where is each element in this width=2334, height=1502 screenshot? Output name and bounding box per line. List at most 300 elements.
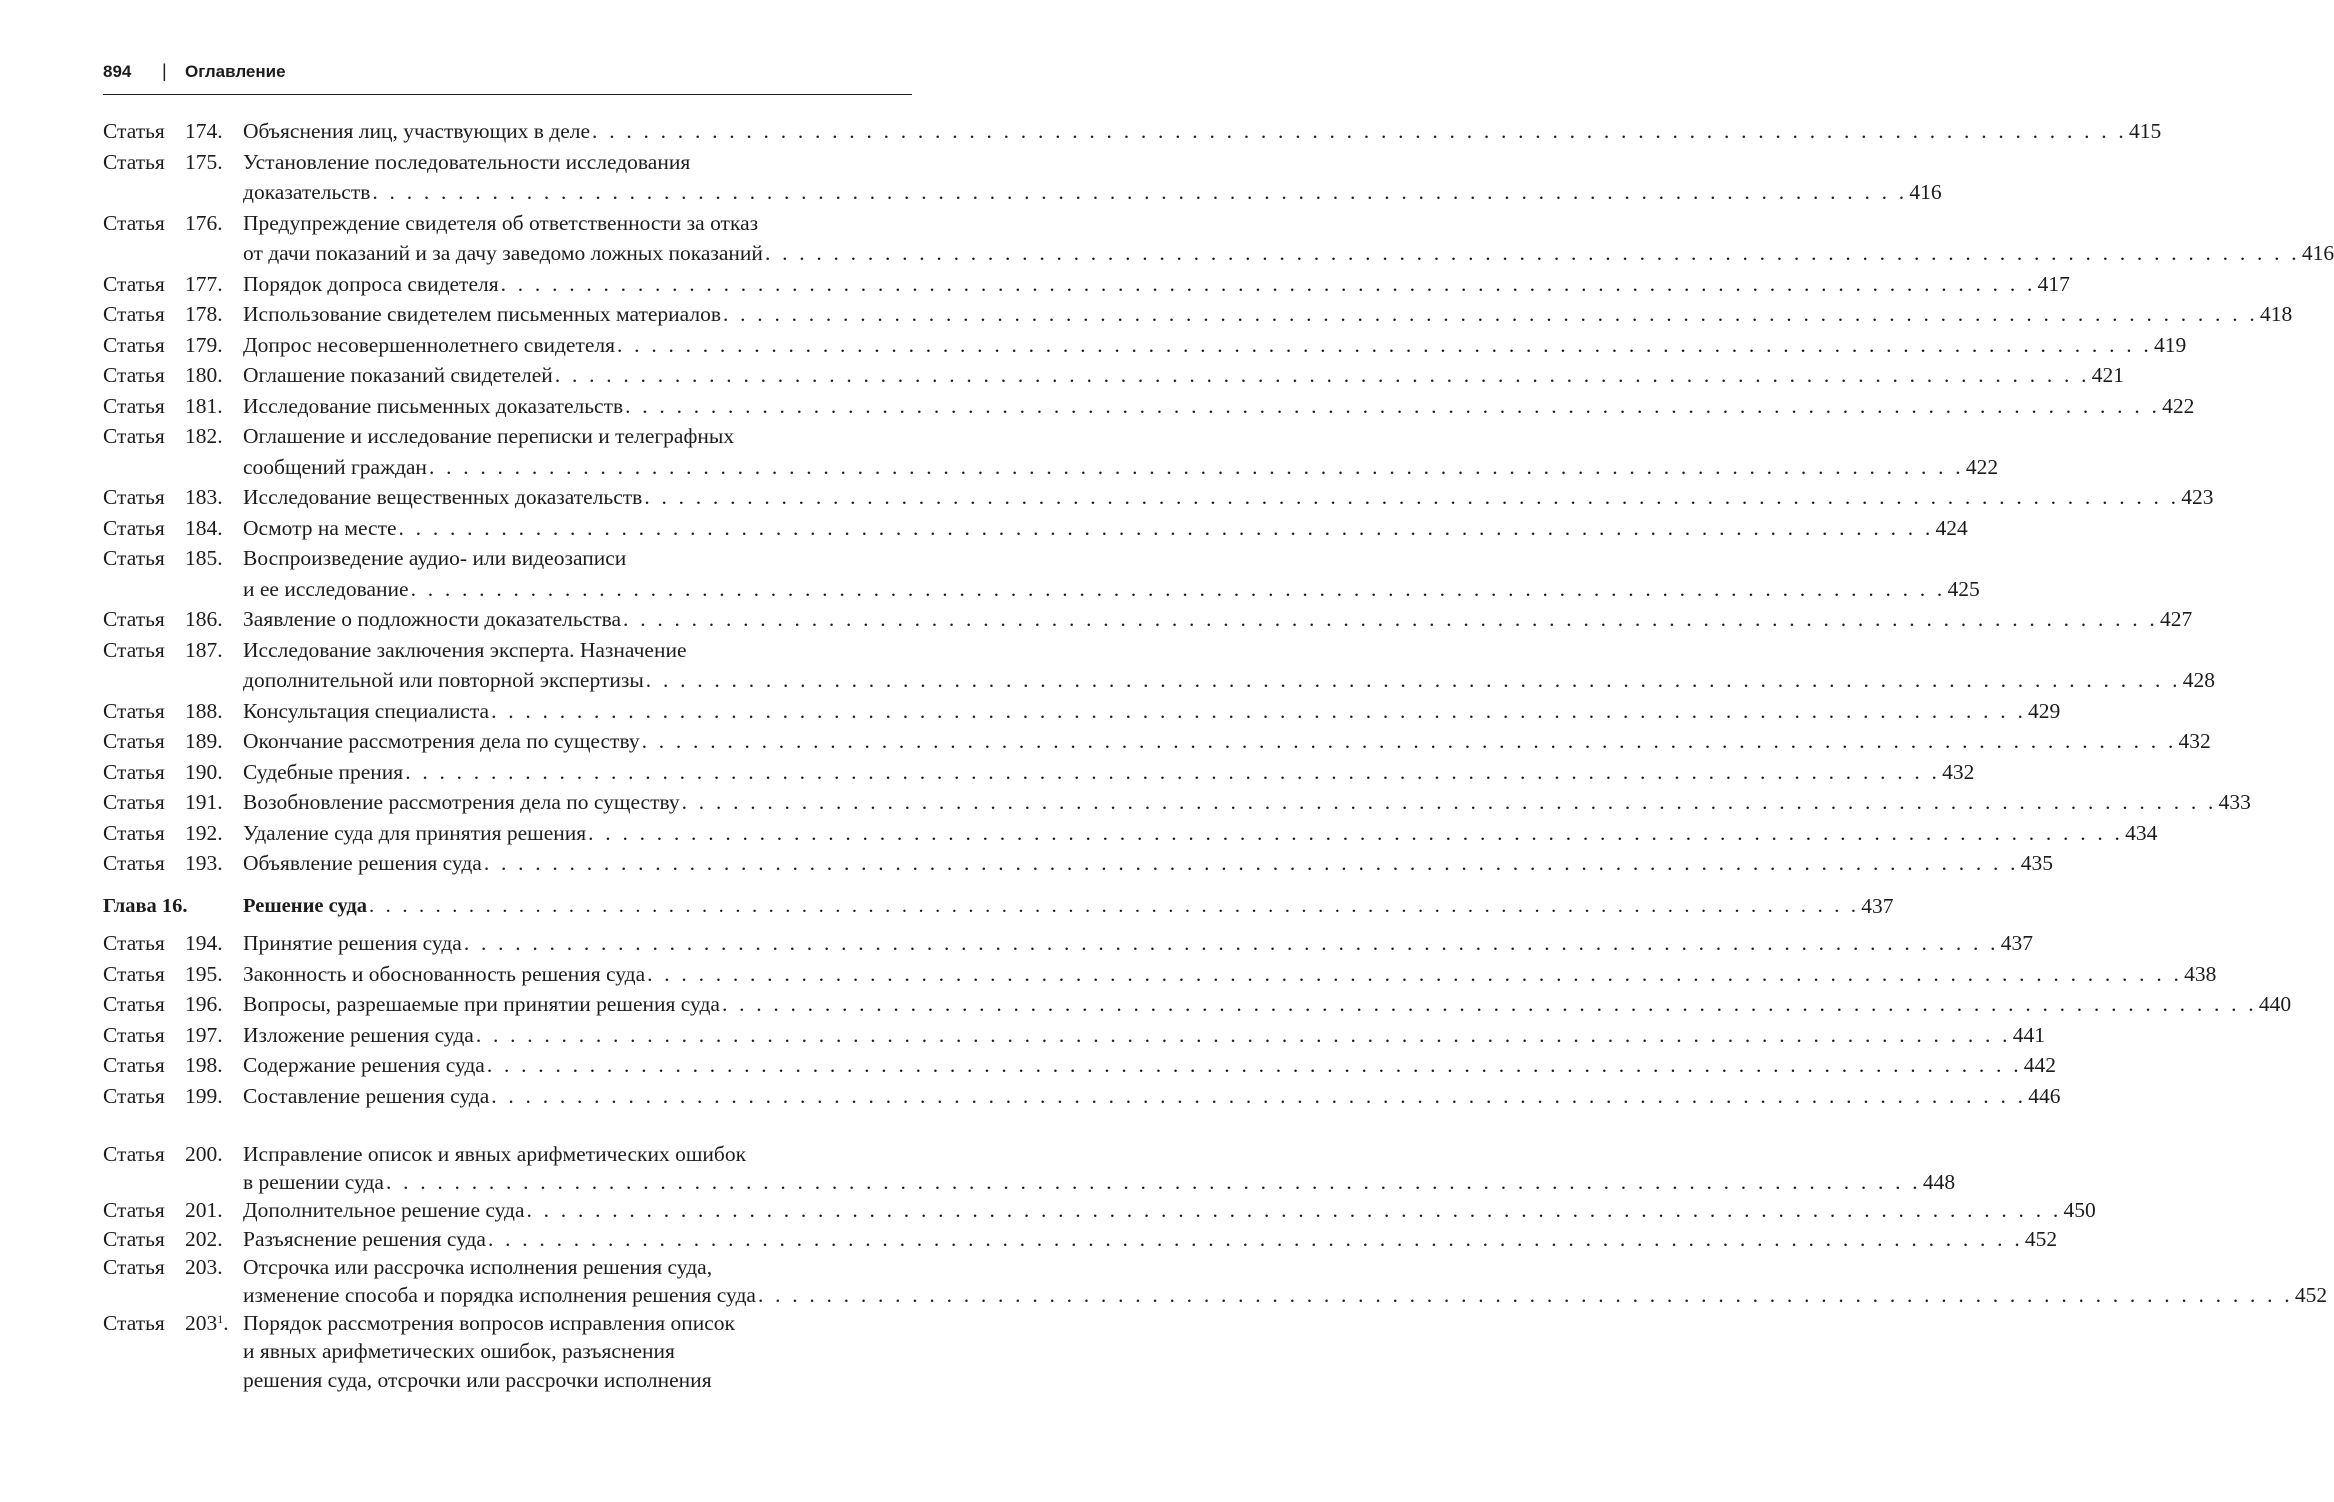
entry-number [185, 757, 223, 788]
toc-group-1 [103, 116, 2334, 879]
toc-line [103, 208, 912, 239]
toc-line [103, 574, 1980, 605]
entry-number-value: 197. [185, 1022, 223, 1047]
entry-title: Отсрочка или рассрочка исполнения решения суда, [243, 1254, 713, 1279]
entry-title-with-leader [243, 604, 2193, 635]
entry-kind: Статья [103, 759, 165, 784]
entry-number-value: 187. [185, 637, 223, 662]
dot-leader: . . . . . . . . . . . . . . . . . . . . . . . . . . . . . . . . . . . . . . . . . . . . . . . . . . . . . . . . . . . . . . . . . . . . . . . . . . . . . . . . . . . . . . . . . . [623, 607, 2158, 631]
toc-line [103, 177, 1942, 208]
entry-kind: Статья [103, 1083, 165, 1108]
entry-number [185, 391, 223, 422]
toc-line [103, 513, 1968, 544]
toc-entry [103, 208, 2334, 269]
entry-page-number: 450 [2063, 1198, 2096, 1223]
entry-number-value: 180. [185, 363, 223, 387]
entry-number-value: 184. [185, 515, 223, 540]
toc-line [103, 116, 2162, 147]
entry-page-number: 441 [2012, 1022, 2045, 1047]
entry-number [185, 1140, 223, 1168]
entry-page-number: 427 [2159, 607, 2193, 631]
entry-title: Порядок допроса свидетеля [243, 271, 499, 296]
entry-page-number: 433 [2218, 790, 2251, 814]
entry-kind: Статья [103, 210, 165, 235]
entry-kind: Статья [103, 424, 165, 448]
toc-line [103, 299, 2293, 330]
dot-leader: . . . . . . . . . . . . . . . . . . . . . . . . . . . . . . . . . . . . . . . . . . . . . . . . . . . . . . . . . . . . . . . . . . . . . . . . . . . . . . . . . . . . . . . . . . [491, 698, 2027, 723]
entry-number-value: 185. [185, 546, 223, 570]
dot-leader: . . . . . . . . . . . . . . . . . . . . . . . . . . . . . . . . . . . . . . . . . . . . . . . . . . . . . . . . . . . . . . . . . . . . . . . . . . . . . . . . . . . . . . . . . . [526, 1198, 2062, 1223]
entry-number-value: 194. [185, 931, 223, 955]
entry-kind: Статья [103, 302, 165, 326]
entry-title-with-leader [243, 116, 2162, 147]
entry-kind: Статья [103, 485, 165, 509]
entry-number [185, 513, 223, 544]
entry-page-number: 419 [2153, 332, 2187, 357]
entry-page-number: 437 [1861, 894, 1894, 918]
entry-number [185, 1225, 223, 1253]
entry-number [185, 116, 223, 147]
toc-line [103, 543, 912, 574]
toc-entry [103, 513, 1968, 544]
entry-title: Порядок рассмотрения вопросов исправления описок [243, 1311, 735, 1336]
entry-title-with-leader [243, 269, 2070, 300]
entry-number [185, 928, 223, 959]
toc-line [103, 959, 2217, 990]
dot-leader: . . . . . . . . . . . . . . . . . . . . . . . . . . . . . . . . . . . . . . . . . . . . . . . . . . . . . . . . . . . . . . . . . . . . . . . . . . . . . . . . . . . . . . . . . . [463, 931, 1999, 955]
entry-title-with-leader [243, 1050, 2057, 1081]
entry-title: Оглашение и исследование переписки и телеграфных [243, 424, 735, 448]
toc-entry [103, 1140, 1956, 1196]
entry-page-number: 448 [1922, 1170, 1956, 1195]
toc-line [103, 818, 2158, 849]
entry-title-with-leader [243, 989, 2292, 1020]
entry-number [185, 208, 223, 239]
toc-entry [103, 818, 2158, 849]
dot-leader: . . . . . . . . . . . . . . . . . . . . . . . . . . . . . . . . . . . . . . . . . . . . . . . . . . . . . . . . . . . . . . . . . . . . . . . . . . . . . . . . . . . . . . . . . . [475, 1022, 2011, 1047]
toc-entry [103, 1081, 2061, 1112]
entry-page-number: 432 [2178, 729, 2211, 753]
entry-number [185, 360, 223, 391]
dot-leader: . . . . . . . . . . . . . . . . . . . . . . . . . . . . . . . . . . . . . . . . . . . . . . . . . . . . . . . . . . . . . . . . . . . . . . . . . . . . . . . . . . . . . . . . . . [554, 363, 2090, 387]
entry-number-value: 193. [185, 851, 223, 875]
entry-title: дополнительной или повторной экспертизы [243, 668, 644, 692]
entry-number-value: 192. [185, 820, 223, 845]
entry-title: Дополнительное решение суда [243, 1198, 525, 1223]
toc-line [103, 787, 2251, 818]
entry-number [185, 269, 223, 300]
dot-leader: . . . . . . . . . . . . . . . . . . . . . . . . . . . . . . . . . . . . . . . . . . . . . . . . . . . . . . . . . . . . . . . . . . . . . . . . . . . . . . . . . . . . . . . . . . [757, 1282, 2293, 1307]
entry-number [185, 989, 223, 1020]
toc-line [103, 1081, 2061, 1112]
toc-line [103, 482, 2214, 513]
entry-number-value: 189. [185, 729, 223, 753]
entry-number [185, 299, 223, 330]
entry-number-value: 200. [185, 1142, 223, 1166]
dot-leader: . . . . . . . . . . . . . . . . . . . . . . . . . . . . . . . . . . . . . . . . . . . . . . . . . . . . . . . . . . . . . . . . . . . . . . . . . . . . . . . . . . . . . . . . . . [592, 119, 2127, 143]
entry-title-with-leader [243, 891, 1894, 922]
entry-number-value: 203 [185, 1311, 218, 1336]
dot-leader: . . . . . . . . . . . . . . . . . . . . . . . . . . . . . . . . . . . . . . . . . . . . . . . . . . . . . . . . . . . . . . . . . . . . . . . . . . . . . . . . . . . . . . . . . . [369, 895, 1860, 917]
entry-number [185, 1196, 223, 1224]
entry-title: Содержание решения суда [243, 1053, 485, 1077]
entry-number [185, 147, 223, 178]
entry-number-value: 201. [185, 1198, 223, 1223]
entry-title: Допрос несовершеннолетнего свидетеля [243, 332, 616, 357]
entry-kind: Статья [103, 820, 165, 845]
toc-entry [103, 269, 2070, 300]
entry-kind: Статья [103, 607, 165, 631]
entry-title: Исследование вещественных доказательств [243, 485, 643, 509]
entry-title-with-leader [243, 818, 2158, 849]
toc-line [103, 757, 1975, 788]
entry-title-with-leader [243, 177, 1942, 208]
entry-title-with-leader [243, 1168, 1956, 1196]
dot-leader: . . . . . . . . . . . . . . . . . . . . . . . . . . . . . . . . . . . . . . . . . . . . . . . . . . . . . . . . . . . . . . . . . . . . . . . . . . . . . . . . . . . . . . . . . . [644, 485, 2180, 509]
toc-entry [103, 726, 2211, 757]
entry-kind: Глава 16. [103, 895, 188, 917]
entry-kind: Статья [103, 1254, 165, 1279]
entry-number [185, 635, 223, 666]
entry-page-number: 416 [1909, 180, 1942, 204]
entry-number-value: 177. [185, 271, 223, 296]
entry-title: Консультация специалиста [243, 698, 490, 723]
entry-kind: Статья [103, 1022, 165, 1047]
toc-group-2 [103, 928, 2292, 1111]
header-rule [103, 94, 912, 95]
entry-title-with-leader [243, 757, 1975, 788]
dot-leader: . . . . . . . . . . . . . . . . . . . . . . . . . . . . . . . . . . . . . . . . . . . . . . . . . . . . . . . . . . . . . . . . . . . . . . . . . . . . . . . . . . . . . . . . . . [428, 454, 1964, 479]
entry-title-with-leader [243, 696, 2061, 727]
toc-entry [103, 421, 1999, 482]
entry-number-suffix: . [223, 1311, 229, 1336]
entry-number-value: 191. [185, 790, 223, 814]
entry-title: Изложение решения суда [243, 1022, 474, 1047]
dot-leader: . . . . . . . . . . . . . . . . . . . . . . . . . . . . . . . . . . . . . . . . . . . . . . . . . . . . . . . . . . . . . . . . . . . . . . . . . . . . . . . . . . . . . . . . . . [625, 393, 2161, 418]
entry-number [185, 959, 223, 990]
toc-line [103, 238, 2334, 269]
dot-leader: . . . . . . . . . . . . . . . . . . . . . . . . . . . . . . . . . . . . . . . . . . . . . . . . . . . . . . . . . . . . . . . . . . . . . . . . . . . . . . . . . . . . . . . . . . [681, 790, 2217, 814]
entry-title-with-leader [243, 959, 2217, 990]
entry-title-with-leader [243, 1020, 2045, 1051]
toc-line [103, 989, 2292, 1020]
toc-line [103, 604, 2193, 635]
dot-leader: . . . . . . . . . . . . . . . . . . . . . . . . . . . . . . . . . . . . . . . . . . . . . . . . . . . . . . . . . . . . . . . . . . . . . . . . . . . . . . . . . . . . . . . . . . [372, 180, 1908, 204]
entry-title: в решении суда [243, 1170, 384, 1195]
dot-leader: . . . . . . . . . . . . . . . . . . . . . . . . . . . . . . . . . . . . . . . . . . . . . . . . . . . . . . . . . . . . . . . . . . . . . . . . . . . . . . . . . . . . . . . . . . [641, 729, 2177, 753]
dot-leader: . . . . . . . . . . . . . . . . . . . . . . . . . . . . . . . . . . . . . . . . . . . . . . . . . . . . . . . . . . . . . . . . . . . . . . . . . . . . . . . . . . . . . . . . . . [398, 515, 1934, 540]
entry-number-value: 198. [185, 1053, 223, 1077]
entry-title-with-leader [243, 299, 2293, 330]
toc-line [103, 696, 2061, 727]
toc-entry [103, 696, 2061, 727]
entry-title: Принятие решения суда [243, 931, 462, 955]
dot-leader: . . . . . . . . . . . . . . . . . . . . . . . . . . . . . . . . . . . . . . . . . . . . . . . . . . . . . . . . . . . . . . . . . . . . . . . . . . . . . . . . . . . . . . . . . . [617, 332, 2152, 357]
entry-title: доказательств [243, 180, 371, 204]
entry-title: Установление последовательности исследования [243, 149, 691, 174]
entry-number [185, 787, 223, 818]
entry-kind: Статья [103, 961, 165, 986]
dot-leader: . . . . . . . . . . . . . . . . . . . . . . . . . . . . . . . . . . . . . . . . . . . . . . . . . . . . . . . . . . . . . . . . . . . . . . . . . . . . . . . . . . . . . . . . . . [764, 241, 2300, 265]
toc-group-3 [103, 1140, 2328, 1394]
entry-number [185, 818, 223, 849]
entry-number-value: 190. [185, 759, 223, 784]
toc-line [103, 147, 912, 178]
toc-line [103, 665, 2215, 696]
entry-number-value: 183. [185, 485, 223, 509]
entry-page-number: 435 [2020, 851, 2053, 875]
toc-line [103, 1281, 2328, 1309]
dot-leader: . . . . . . . . . . . . . . . . . . . . . . . . . . . . . . . . . . . . . . . . . . . . . . . . . . . . . . . . . . . . . . . . . . . . . . . . . . . . . . . . . . . . . . . . . . [487, 1226, 2023, 1251]
toc-line [103, 1253, 912, 1281]
entry-title-with-leader [243, 1196, 2096, 1224]
entry-kind: Статья [103, 1053, 165, 1077]
entry-number [185, 726, 223, 757]
header-title: Оглавление [185, 62, 286, 81]
dot-leader: . . . . . . . . . . . . . . . . . . . . . . . . . . . . . . . . . . . . . . . . . . . . . . . . . . . . . . . . . . . . . . . . . . . . . . . . . . . . . . . . . . . . . . . . . . [645, 668, 2181, 692]
entry-title: Окончание рассмотрения дела по существу [243, 729, 640, 753]
toc-line [103, 1168, 1956, 1196]
toc-line [103, 848, 2053, 879]
toc-line [103, 1020, 2045, 1051]
toc-line [103, 726, 2211, 757]
entry-number-value: 202. [185, 1226, 223, 1251]
entry-number-value: 196. [185, 992, 223, 1016]
entry-number-value: 175. [185, 149, 223, 174]
entry-number-value: 181. [185, 393, 223, 418]
toc-entry [103, 1020, 2045, 1051]
dot-leader: . . . . . . . . . . . . . . . . . . . . . . . . . . . . . . . . . . . . . . . . . . . . . . . . . . . . . . . . . . . . . . . . . . . . . . . . . . . . . . . . . . . . . . . . . . [721, 992, 2257, 1016]
entry-kind: Статья [103, 119, 165, 143]
toc-entry [103, 360, 2124, 391]
toc-entry [103, 391, 2195, 422]
entry-kind: Статья [103, 992, 165, 1016]
entry-title-with-leader [243, 1081, 2061, 1112]
entry-kind: Статья [103, 1142, 165, 1166]
entry-title: Удаление суда для принятия решения [243, 820, 587, 845]
toc-line [103, 891, 1894, 922]
toc-line [103, 928, 2033, 959]
toc-entry [103, 482, 2214, 513]
toc-line [103, 1309, 912, 1337]
toc-line [103, 1366, 912, 1394]
entry-page-number: 423 [2181, 485, 2214, 509]
entry-number-value: 188. [185, 698, 223, 723]
dot-leader: . . . . . . . . . . . . . . . . . . . . . . . . . . . . . . . . . . . . . . . . . . . . . . . . . . . . . . . . . . . . . . . . . . . . . . . . . . . . . . . . . . . . . . . . . . [385, 1170, 1921, 1195]
entry-title-with-leader [243, 482, 2214, 513]
toc-entry [103, 330, 2187, 361]
toc-line [103, 360, 2124, 391]
entry-title: Воспроизведение аудио- или видеозаписи [243, 546, 627, 570]
toc-line [103, 421, 912, 452]
entry-title: Исследование письменных доказательств [243, 393, 624, 418]
entry-number-value: 195. [185, 961, 223, 986]
entry-number [185, 1020, 223, 1051]
entry-number [185, 421, 223, 452]
entry-title-with-leader [243, 1225, 2058, 1253]
entry-kind: Статья [103, 851, 165, 875]
entry-number [185, 1050, 223, 1081]
entry-number-value: 179. [185, 332, 223, 357]
entry-title: Осмотр на месте [243, 515, 397, 540]
toc-entry [103, 299, 2293, 330]
toc-entry [103, 1050, 2057, 1081]
entry-number [185, 1253, 223, 1281]
entry-number [185, 543, 223, 574]
entry-title: Заявление о подложности доказательства [243, 607, 622, 631]
entry-title: изменение способа и порядка исполнения решения суда [243, 1282, 756, 1307]
entry-page-number: 416 [2301, 241, 2334, 265]
toc-entry [103, 757, 1975, 788]
toc-entry [103, 959, 2217, 990]
entry-page-number: 442 [2023, 1053, 2057, 1077]
entry-title: Оглашение показаний свидетелей [243, 363, 553, 387]
entry-title: Разъяснение решения суда [243, 1226, 486, 1251]
entry-title-with-leader [243, 665, 2215, 696]
entry-title: и явных арифметических ошибок, разъяснения [243, 1339, 675, 1364]
toc-entry [103, 604, 2193, 635]
entry-number [185, 1309, 229, 1337]
entry-title: Использование свидетелем письменных материалов [243, 302, 721, 326]
entry-title-with-leader [243, 238, 2334, 269]
entry-title-with-leader [243, 928, 2033, 959]
toc-line [103, 635, 912, 666]
entry-title: Составление решения суда [243, 1083, 490, 1108]
dot-leader: . . . . . . . . . . . . . . . . . . . . . . . . . . . . . . . . . . . . . . . . . . . . . . . . . . . . . . . . . . . . . . . . . . . . . . . . . . . . . . . . . . . . . . . . . . [483, 851, 2019, 875]
toc-line [103, 1337, 912, 1365]
entry-number [185, 604, 223, 635]
header-separator: | [162, 61, 167, 81]
dot-leader: . . . . . . . . . . . . . . . . . . . . . . . . . . . . . . . . . . . . . . . . . . . . . . . . . . . . . . . . . . . . . . . . . . . . . . . . . . . . . . . . . . . . . . . . . . [647, 961, 2183, 986]
entry-title-with-leader [243, 513, 1968, 544]
entry-number-value: 203. [185, 1254, 223, 1279]
entry-title: и ее исследование [243, 576, 409, 601]
entry-page-number: 424 [1935, 515, 1968, 540]
entry-kind: Статья [103, 790, 165, 814]
entry-kind: Статья [103, 698, 165, 723]
toc-entry [103, 787, 2251, 818]
entry-page-number: 452 [2024, 1226, 2058, 1251]
entry-kind: Статья [103, 149, 165, 174]
toc-entry [103, 1196, 2096, 1224]
entry-title: Вопросы, разрешаемые при принятии решения суда [243, 992, 720, 1016]
entry-title: Предупреждение свидетеля об ответственности за отказ [243, 210, 759, 235]
toc-entry [103, 543, 1980, 604]
entry-page-number: 421 [2091, 363, 2124, 387]
entry-page-number: 428 [2182, 668, 2215, 692]
entry-page-number: 425 [1947, 576, 1980, 601]
entry-number [185, 848, 223, 879]
entry-kind: Статья [103, 1198, 165, 1223]
dot-leader: . . . . . . . . . . . . . . . . . . . . . . . . . . . . . . . . . . . . . . . . . . . . . . . . . . . . . . . . . . . . . . . . . . . . . . . . . . . . . . . . . . . . . . . . . . [500, 271, 2036, 296]
entry-title: Исследование заключения эксперта. Назначение [243, 637, 687, 662]
toc-line [103, 269, 2070, 300]
entry-page-number: 440 [2258, 992, 2292, 1016]
toc-entry [103, 1309, 912, 1394]
entry-number-value: 186. [185, 607, 223, 631]
entry-number [185, 696, 223, 727]
entry-kind: Статья [103, 393, 165, 418]
entry-page-number: 422 [1965, 454, 1999, 479]
entry-number [185, 1081, 223, 1112]
entry-title-with-leader [243, 1281, 2328, 1309]
entry-kind: Статья [103, 729, 165, 753]
entry-kind: Статья [103, 332, 165, 357]
entry-title: от дачи показаний и за дачу заведомо ложных показаний [243, 241, 763, 265]
toc-entry [103, 116, 2162, 147]
entry-page-number: 434 [2125, 820, 2158, 845]
dot-leader: . . . . . . . . . . . . . . . . . . . . . . . . . . . . . . . . . . . . . . . . . . . . . . . . . . . . . . . . . . . . . . . . . . . . . . . . . . . . . . . . . . . . . . . . . . [410, 576, 1946, 601]
entry-title: Объяснения лиц, участвующих в деле [243, 119, 591, 143]
entry-kind: Статья [103, 515, 165, 540]
toc-group-chapter [103, 891, 1894, 922]
dot-leader: . . . . . . . . . . . . . . . . . . . . . . . . . . . . . . . . . . . . . . . . . . . . . . . . . . . . . . . . . . . . . . . . . . . . . . . . . . . . . . . . . . . . . . . . . . [491, 1083, 2027, 1108]
entry-page-number: 418 [2259, 302, 2293, 326]
entry-title: Законность и обоснованность решения суда [243, 961, 646, 986]
entry-number [185, 482, 223, 513]
entry-title-with-leader [243, 391, 2195, 422]
entry-title: Судебные прения [243, 759, 404, 784]
dot-leader: . . . . . . . . . . . . . . . . . . . . . . . . . . . . . . . . . . . . . . . . . . . . . . . . . . . . . . . . . . . . . . . . . . . . . . . . . . . . . . . . . . . . . . . . . . [405, 759, 1941, 784]
entry-page-number: 452 [2294, 1282, 2328, 1307]
entry-number-value: 174. [185, 119, 223, 143]
page-number: 894 [103, 62, 132, 81]
toc-entry [103, 635, 2215, 696]
entry-page-number: 437 [2000, 931, 2033, 955]
entry-title: Исправление описок и явных арифметических ошибок [243, 1142, 747, 1166]
entry-title: Объявление решения суда [243, 851, 482, 875]
toc-entry [103, 928, 2033, 959]
toc-entry [103, 1253, 2328, 1309]
entry-title-with-leader [243, 330, 2187, 361]
entry-title: сообщений граждан [243, 454, 427, 479]
dot-leader: . . . . . . . . . . . . . . . . . . . . . . . . . . . . . . . . . . . . . . . . . . . . . . . . . . . . . . . . . . . . . . . . . . . . . . . . . . . . . . . . . . . . . . . . . . [723, 302, 2258, 326]
toc-entry [103, 147, 1942, 208]
entry-title: решения суда, отсрочки или рассрочки исполнения [243, 1367, 712, 1392]
dot-leader: . . . . . . . . . . . . . . . . . . . . . . . . . . . . . . . . . . . . . . . . . . . . . . . . . . . . . . . . . . . . . . . . . . . . . . . . . . . . . . . . . . . . . . . . . . [588, 820, 2124, 845]
entry-kind: Статья [103, 637, 165, 662]
entry-number-value: 178. [185, 302, 223, 326]
toc-entry [103, 848, 2053, 879]
entry-title: Решение суда [243, 895, 368, 917]
entry-kind: Статья [103, 1311, 165, 1336]
page-header [103, 56, 912, 92]
entry-page-number: 429 [2028, 698, 2061, 723]
toc-line [103, 330, 2187, 361]
entry-kind: Статья [103, 931, 165, 955]
toc-line [103, 1140, 912, 1168]
entry-number-value: 176. [185, 210, 223, 235]
entry-page-number: 422 [2162, 393, 2195, 418]
entry-title-with-leader [243, 452, 1999, 483]
dot-leader: . . . . . . . . . . . . . . . . . . . . . . . . . . . . . . . . . . . . . . . . . . . . . . . . . . . . . . . . . . . . . . . . . . . . . . . . . . . . . . . . . . . . . . . . . . [486, 1053, 2022, 1077]
entry-page-number: 438 [2184, 961, 2217, 986]
entry-page-number: 432 [1942, 759, 1975, 784]
entry-page-number: 417 [2037, 271, 2070, 296]
entry-page-number: 415 [2128, 119, 2162, 143]
entry-title-with-leader [243, 574, 1980, 605]
entry-kind: Статья [103, 271, 165, 296]
toc-line [103, 391, 2195, 422]
entry-number-superscript: 1 [217, 1312, 224, 1327]
toc-line [103, 1196, 2096, 1224]
entry-title-with-leader [243, 360, 2124, 391]
entry-title: Возобновление рассмотрения дела по существу [243, 790, 680, 814]
entry-page-number: 446 [2028, 1083, 2061, 1108]
entry-number-value: 182. [185, 424, 223, 448]
toc-chapter [103, 891, 1894, 922]
entry-title-with-leader [243, 787, 2251, 818]
